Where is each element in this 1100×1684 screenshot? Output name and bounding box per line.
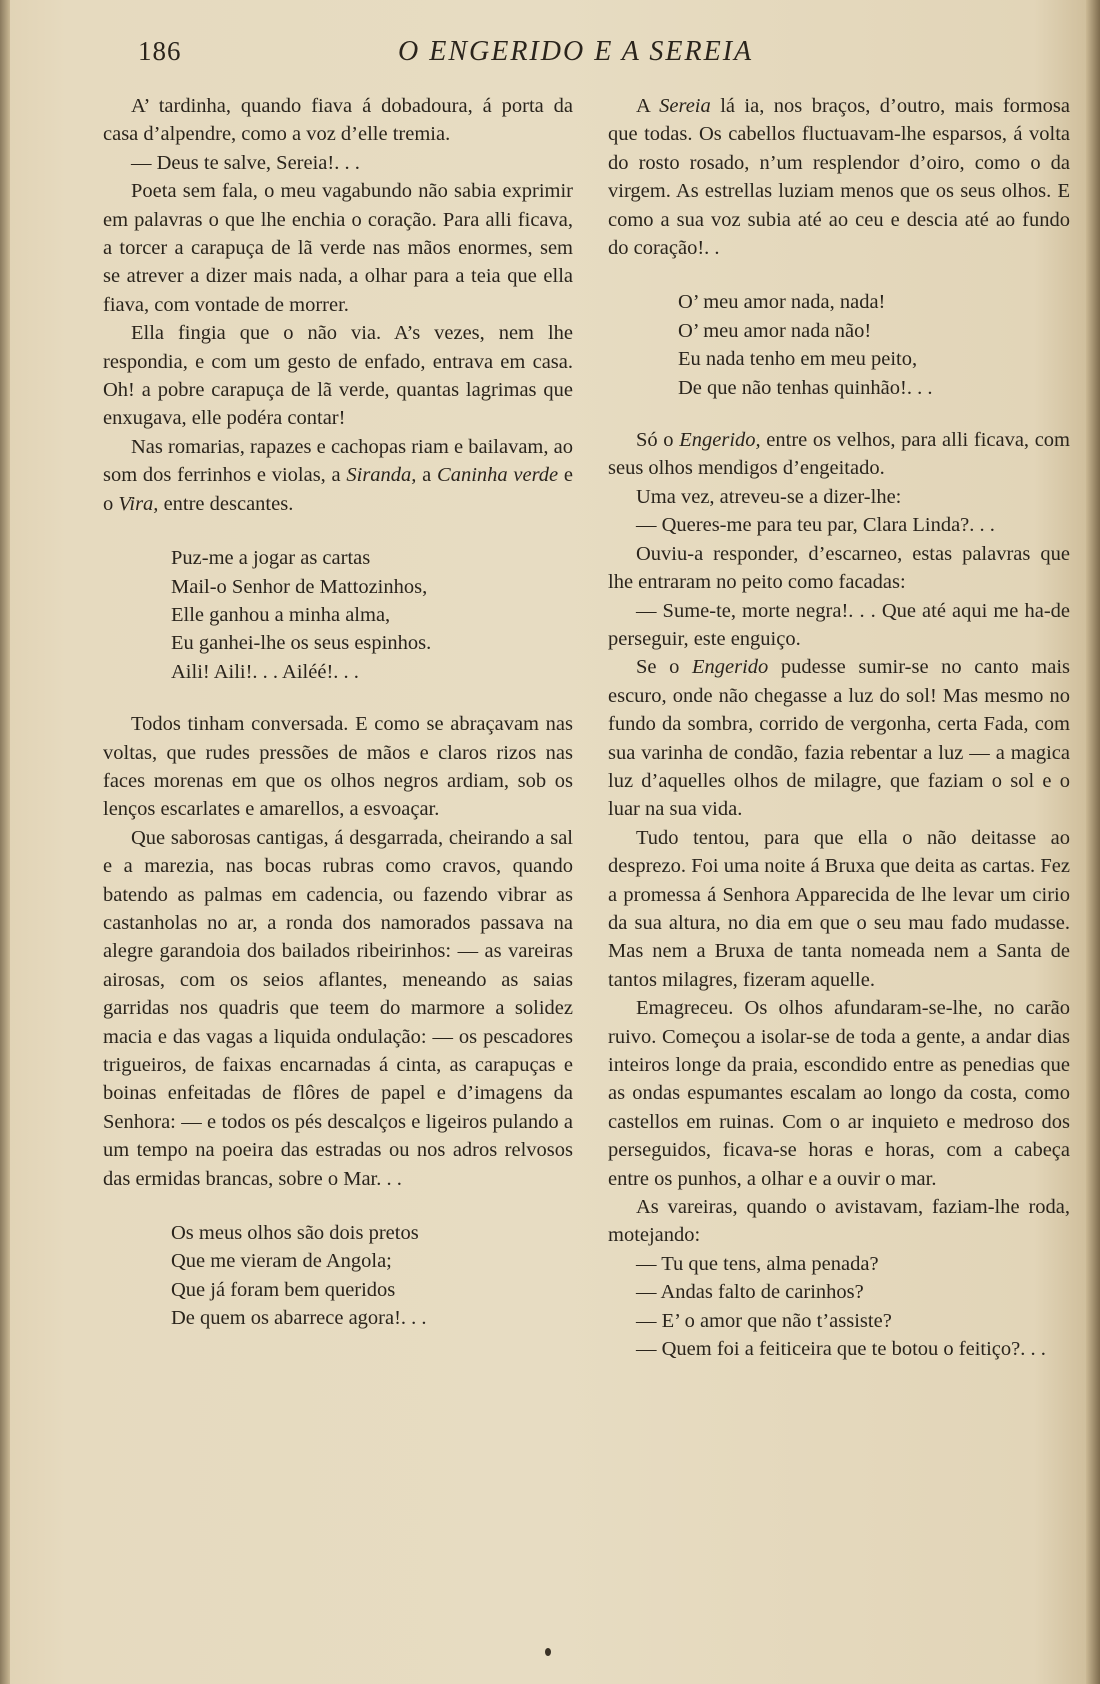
paragraph: Tudo tentou, para que ella o não deitasse ao desprezo. Foi uma noite á Bruxa que deita as cartas. Fez a promessa á Senhora Apparecida de lhe levar um cirio da sua altura, no dia em que o seu mau fado mudasse. Mas nem a Bruxa de tanta nomeada nem a Santa de tantos milagres, fizeram aquelle. [608, 826, 1070, 991]
verse-line: De que não tenhas quinhão!. . . [678, 376, 933, 399]
paragraph: Uma vez, atreveu-se a dizer-lhe: [636, 485, 902, 508]
paragraph [608, 653, 1070, 823]
verse-line: O’ meu amor nada, nada! [678, 291, 886, 314]
paragraph: Ouviu-a responder, d’escarneo, estas palavras que lhe entraram no peito como facadas: [608, 542, 1070, 594]
text-run: entre os velhos, para alli ficava, com seus olhos mendigos d’engeitado. [608, 429, 1071, 480]
page-number: 186 [138, 36, 182, 66]
paragraph: A’ tardinha, quando fiava á dobadoura, á porta da casa d’alpendre, como a voz d’elle tremia. [103, 95, 573, 146]
italic-title: Vira, [118, 492, 159, 515]
book-spine [0, 0, 10, 1684]
paragraph: Poeta sem fala, o meu vagabundo não sabia exprimir em palavras o que lhe enchia o coração. Para alli ficava, a torcer a carapuça de lã verde nas mãos enormes, sem se atrever a dizer mais nada, a olhar para a teia que ella fiava, com vontade de morrer. [103, 180, 573, 316]
running-title: O ENGERIDO E A SEREIA [398, 36, 754, 67]
verse-line: Puz-me a jogar as cartas [171, 547, 371, 570]
page-header [0, 36, 1100, 76]
verse-line: Que já foram bem queridos [171, 1278, 396, 1301]
italic-name: Engerido [691, 656, 769, 679]
italic-title: Siranda, [346, 464, 417, 487]
left-column [103, 92, 573, 1357]
paragraph: — Sume-te, morte negra!. . . Que até aqui me ha-de perseguir, este enguiço. [608, 599, 1070, 650]
paragraph: As vareiras, quando o avistavam, faziam-lhe roda, motejando: [608, 1196, 1070, 1247]
verse-stanza [171, 1219, 573, 1333]
paragraph: Todos tinham conversada. E como se abraçavam nas voltas, que rudes pressões de mãos e claros rizos nas faces morenas em que os olhos negros ardiam, sob os lenços escarlates e amarellos, a esvoaçar. [103, 713, 573, 821]
verse-line: De quem os abarrece agora!. . . [171, 1307, 427, 1330]
text-run: a [416, 464, 438, 487]
text-run: e o [103, 464, 573, 515]
text-run: A [636, 95, 660, 117]
paragraph [608, 426, 1070, 483]
text-run: lá ia, nos braços, d’outro, mais formosa que todas. Os cabellos fluctuavam-lhe esparsos, á volta do rosto rosado, n’um resplendor d’oiro, como o da virgem. As estrellas luziam menos que os seus olhos. E como a sua voz subia até ao ceu e descia até ao fundo do coração!. . [608, 95, 1070, 260]
verse-line: Elle ganhou a minha alma, [171, 603, 391, 626]
verse-line: Eu nada tenho em meu peito, [678, 348, 918, 371]
verse-line: O’ meu amor nada não! [678, 319, 872, 342]
page-edge [1086, 0, 1100, 1684]
text-run: Nas romarias, rapazes e cachopas riam e bailavam, ao som dos ferrinhos e violas, a [103, 435, 573, 487]
ink-dot [545, 1648, 551, 1656]
verse-line: Que me vieram de Angola; [171, 1250, 392, 1273]
paragraph: — Quem foi a feiticeira que te botou o feitiço?. . . [636, 1338, 1046, 1361]
italic-title: Caninha verde [437, 464, 559, 487]
paragraph: — E’ o amor que não t’assiste? [636, 1309, 892, 1332]
paragraph: — Queres-me para teu par, Clara Linda?. . . [636, 514, 995, 537]
paragraph: — Deus te salve, Sereia!. . . [131, 151, 360, 174]
verse-line: Os meus olhos são dois pretos [171, 1222, 419, 1245]
paragraph [103, 433, 573, 518]
text-run: Só o [636, 429, 680, 452]
italic-name: Sereia [659, 95, 711, 117]
text-run: entre descantes. [158, 492, 294, 515]
verse-line: Eu ganhei-lhe os seus espinhos. [171, 632, 432, 655]
verse-line: Mail-o Senhor de Mattozinhos, [171, 575, 428, 598]
text-run: pudesse sumir-se no canto mais escuro, onde não chegasse a luz do sol! Mas mesmo no fundo da sombra, corrido de vergonha, certa Fada, com sua varinha de condão, fazia rebentar a luz — a magica luz d’aquelles olhos de milagre, que faziam o sol e o luar na sua vida. [608, 656, 1071, 821]
italic-name: Engerido, [679, 429, 761, 452]
text-run: Se o [636, 656, 692, 679]
right-column [608, 92, 1070, 1363]
paragraph: Que saborosas cantigas, á desgarrada, cheirando a sal e a marezia, nas bocas rubras como cravos, quando batendo as palmas em cadencia, ou fazendo vibrar as castanholas no ar, a ronda dos namorados passava na alegre garandoia dos bailados ribeirinhos: — as vareiras airosas, com os seios aflantes, meneando as saias garridas nos quadris que teem do marmore a solidez macia e das vagas a liquida ondulação: — os pescadores trigueiros, de faixas encarnadas á cinta, as carapuças e boinas enfeitadas de flôres de papel e d’imagens da Senhora: — e todos os pés descalços e ligeiros pulando a um tempo na poeira das estradas ou nos adros relvosos das ermidas brancas, sobre o Mar. . . [103, 826, 573, 1190]
verse-stanza [678, 288, 1070, 402]
verse-line: Aili! Aili!. . . Ailéé!. . . [171, 660, 359, 683]
verse-stanza [171, 544, 573, 686]
paragraph: Emagreceu. Os olhos afundaram-se-lhe, no carão ruivo. Começou a isolar-se de toda a gente, a andar dias inteiros longe da praia, escondido entre as penedias que as ondas espumantes escalam ao longo da costa, como castellos em ruinas. Com o ar inquieto e medroso dos perseguidos, ficava-se horas e horas, com a cabeça entre os punhos, a olhar e a ouvir o mar. [608, 997, 1070, 1190]
paragraph: — Andas falto de carinhos? [636, 1281, 864, 1304]
paragraph: — Tu que tens, alma penada? [636, 1252, 879, 1275]
paragraph: Ella fingia que o não via. A’s vezes, nem lhe respondia, e com um gesto de enfado, entrava em casa. Oh! a pobre carapuça de lã verde, quantas lagrimas que enxugava, elle podéra contar! [103, 322, 573, 430]
paragraph [608, 92, 1070, 262]
